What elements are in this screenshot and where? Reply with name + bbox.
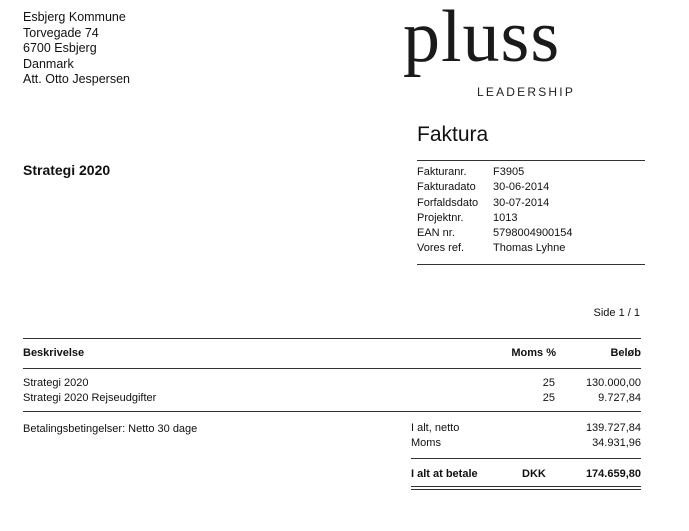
company-logo: pluss xyxy=(403,0,561,78)
meta-value: 1013 xyxy=(493,211,518,224)
meta-row xyxy=(417,226,573,241)
recipient-line: Torvegade 74 xyxy=(23,25,99,40)
line-amount: 9.727,84 xyxy=(598,392,641,404)
meta-value: Thomas Lyhne xyxy=(493,242,566,255)
meta-row xyxy=(417,180,573,195)
meta-label: Vores ref. xyxy=(417,242,465,255)
meta-label: Forfaldsdato xyxy=(417,196,479,209)
company-logo-tagline: LEADERSHIP xyxy=(477,85,576,99)
meta-row xyxy=(417,241,573,256)
table-row xyxy=(23,376,641,391)
page-number: Side 1 / 1 xyxy=(593,307,640,319)
invoice-subject: Strategi 2020 xyxy=(23,162,111,178)
invoice-meta xyxy=(417,165,573,257)
divider xyxy=(23,368,641,369)
payment-terms: Betalingsbetingelser: Netto 30 dage xyxy=(23,423,198,435)
meta-value: F3905 xyxy=(493,166,525,178)
column-header-description: Beskrivelse xyxy=(23,347,85,359)
divider xyxy=(417,264,645,265)
line-vat: 25 xyxy=(542,377,555,389)
divider xyxy=(411,486,641,487)
net-total-label: I alt, netto xyxy=(411,422,460,434)
recipient-line: Danmark xyxy=(23,56,74,71)
document-title: Faktura xyxy=(417,123,489,146)
meta-row xyxy=(417,211,573,226)
grand-total-value: 174.659,80 xyxy=(585,468,641,480)
divider xyxy=(23,411,641,412)
meta-value: 5798004900154 xyxy=(493,227,573,240)
divider xyxy=(411,458,641,459)
recipient-address xyxy=(23,10,130,88)
meta-label: EAN nr. xyxy=(417,227,455,240)
line-items xyxy=(23,376,641,406)
column-header-amount: Beløb xyxy=(610,347,641,359)
vat-total-value: 34.931,96 xyxy=(592,437,641,449)
divider xyxy=(417,160,645,161)
meta-label: Fakturadato xyxy=(417,181,476,194)
meta-value: 30-07-2014 xyxy=(493,196,550,209)
meta-label: Fakturanr. xyxy=(417,166,467,178)
divider xyxy=(411,489,641,490)
column-header-vat: Moms % xyxy=(511,347,556,359)
line-vat: 25 xyxy=(542,392,555,404)
recipient-line: Esbjerg Kommune xyxy=(23,10,126,24)
vat-total-label: Moms xyxy=(411,437,441,449)
meta-row xyxy=(417,196,573,211)
currency-label: DKK xyxy=(522,468,546,480)
meta-value: 30-06-2014 xyxy=(493,181,550,194)
line-amount: 130.000,00 xyxy=(585,377,641,389)
meta-label: Projektnr. xyxy=(417,211,464,224)
net-total-value: 139.727,84 xyxy=(585,422,641,434)
recipient-line: Att. Otto Jespersen xyxy=(23,72,130,86)
divider xyxy=(23,338,641,339)
line-description: Strategi 2020 Rejseudgifter xyxy=(23,392,157,404)
table-row xyxy=(23,391,641,406)
meta-row xyxy=(417,165,573,180)
recipient-line: 6700 Esbjerg xyxy=(23,41,97,55)
line-description: Strategi 2020 xyxy=(23,377,89,389)
grand-total-label: I alt at betale xyxy=(411,468,478,480)
